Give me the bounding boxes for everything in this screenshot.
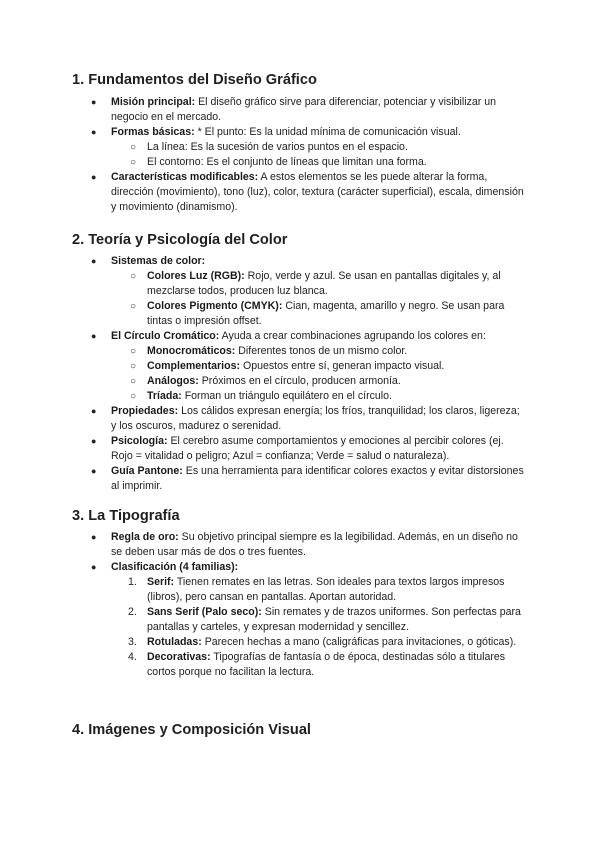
list-item: ● Guía Pantone: Es una herramienta para identificar colores exactos y evitar distorsiones al imprimir. [91,465,524,492]
list-item: ● Propiedades: Los cálidos expresan energía; los fríos, tranquilidad; los claros, ligereza; y los oscuros, madurez o serenidad. [91,405,520,432]
hollow-bullet-icon: ○ [130,157,137,168]
sub-list-item: ○ Tríada: Forman un triángulo equilátero en el círculo. [130,390,392,402]
hollow-bullet-icon: ○ [130,271,137,282]
section-3-heading: 3. La Tipografía [72,508,180,524]
hollow-bullet-icon: ○ [130,361,137,372]
hollow-bullet-icon: ○ [130,376,137,387]
sub-list-item: ○ El contorno: Es el conjunto de líneas que limitan una forma. [130,156,427,168]
typeface-families-list [0,575,600,680]
list-item: ● Misión principal: El diseño gráfico sirve para diferenciar, potenciar y visibilizar un negocio en el mercado. [91,96,497,123]
sub-list-item: ○ Complementarios: Opuestos entre sí, generan impacto visual. [130,360,445,372]
sub-list-item: ○ Monocromáticos: Diferentes tonos de un mismo color. [130,345,408,357]
section-1-list [0,95,600,215]
list-item: ● Psicología: El cerebro asume comportamientos y emociones al percibir colores (ej. Rojo = vitalidad o peligro; Azul = confianza; Verde = salud o naturaleza). [91,435,504,462]
list-item: ● Características modificables: A estos elementos se les puede alterar la forma, dirección (movimiento), tono (luz), color, textura (carácter superficial), escala, dimensión y movimiento (dinamismo). [91,171,524,213]
bullet-icon: ● [91,436,97,446]
sub-list-item: ○ Análogos: Próximos en el círculo, producen armonía. [130,375,401,387]
bullet-icon: ● [91,562,97,572]
bullet-icon: ● [91,172,97,182]
section-2-heading: 2. Teoría y Psicología del Color [72,232,288,248]
bullet-icon: ● [91,331,97,341]
ordered-list-item: 1. Serif: Tienen remates en las letras. Son ideales para textos largos impresos (libros), pero cansan en pantallas. Aportan autoridad. [128,576,505,603]
hollow-bullet-icon: ○ [130,391,137,402]
sub-list-item: ○ Colores Luz (RGB): Rojo, verde y azul. Se usan en pantallas digitales y, al mezclarse todos, producen luz blanca. [130,270,501,297]
bullet-icon: ● [91,97,97,107]
ordered-list-item: 2. Sans Serif (Palo seco): Sin remates y de trazos uniformes. Son perfectas para pantallas y carteles, y expresan modernidad y sencillez. [128,606,521,633]
section-2-list [0,254,600,494]
bullet-icon: ● [91,127,97,137]
bullet-icon: ● [91,532,97,542]
hollow-bullet-icon: ○ [130,346,137,357]
bullet-icon: ● [91,466,97,476]
section-3-list [0,530,600,575]
list-item: ● Regla de oro: Su objetivo principal siempre es la legibilidad. Además, en un diseño no se deben usar más de dos o tres fuentes. [91,531,518,558]
list-item: ● Formas básicas: * El punto: Es la unidad mínima de comunicación visual. [91,126,461,138]
list-item: ● Clasificación (4 familias): [91,561,239,573]
section-1-heading: 1. Fundamentos del Diseño Gráfico [72,72,317,88]
hollow-bullet-icon: ○ [130,142,137,153]
ordered-list-item: 3. Rotuladas: Parecen hechas a mano (caligráficas para invitaciones, o góticas). [128,636,517,648]
sub-list-item: ○ Colores Pigmento (CMYK): Cian, magenta, amarillo y negro. Se usan para tintas o impresión offset. [130,300,505,327]
sub-list-item: ○ La línea: Es la sucesión de varios puntos en el espacio. [130,141,408,153]
bullet-icon: ● [91,256,97,266]
hollow-bullet-icon: ○ [130,301,137,312]
ordered-list-item: 4. Decorativas: Tipografías de fantasía o de época, destinadas sólo a titulares cortos porque no facilitan la lectura. [128,651,506,678]
section-4-heading: 4. Imágenes y Composición Visual [72,722,311,738]
list-item: ● Sistemas de color: [91,255,206,267]
bullet-icon: ● [91,406,97,416]
list-item: ● El Círculo Cromático: Ayuda a crear combinaciones agrupando los colores en: [91,330,486,342]
